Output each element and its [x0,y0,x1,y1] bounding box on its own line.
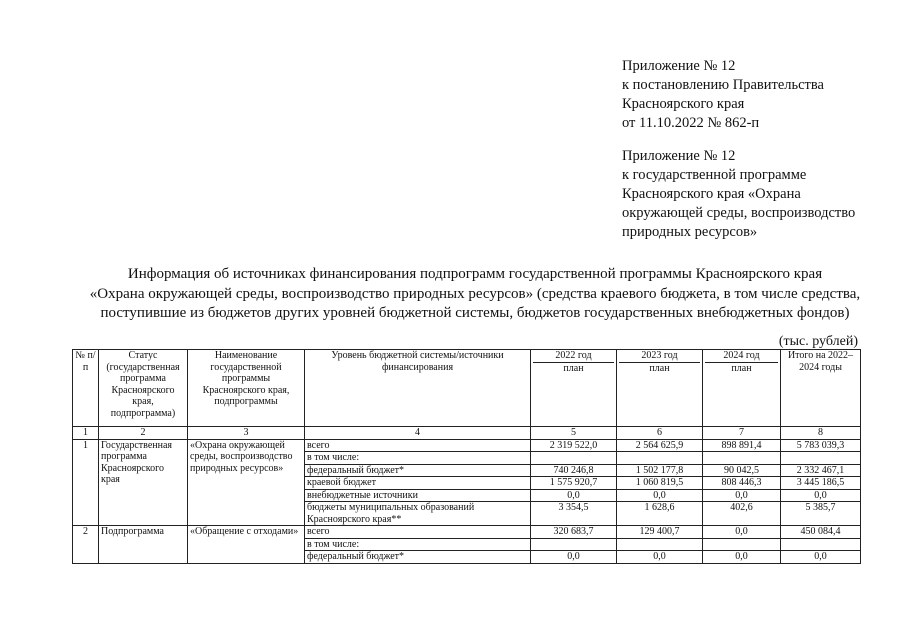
value-total [781,452,861,465]
title-line: «Охрана окружающей среды, воспроизводство природных ресурсов» (средства краевого бюджета, в том числе средства, [89,285,861,302]
column-number: 3 [188,427,305,440]
program-name-cell: «Обращение с отходами» [188,526,305,564]
source-label: всего [305,526,531,539]
value-2022: 740 246,8 [531,464,617,477]
value-2023 [617,452,703,465]
header-name: Наименование государственной программы Красноярского края, подпрограммы [188,350,305,427]
appendix-line: к постановлению Правительства [622,77,824,93]
table-row [73,439,861,452]
value-total: 5 385,7 [781,502,861,526]
appendix-line: природных ресурсов» [622,224,758,240]
value-2024: 898 891,4 [703,439,781,452]
year-label: 2024 год [705,350,778,363]
value-2023: 0,0 [617,489,703,502]
value-2022 [531,452,617,465]
appendix-line: Приложение № 12 [622,58,736,74]
source-label: всего [305,439,531,452]
plan-label: план [563,363,584,374]
plan-label: план [649,363,670,374]
source-label: федеральный бюджет* [305,551,531,564]
value-2023: 1 502 177,8 [617,464,703,477]
value-2024 [703,452,781,465]
appendix-note-resolution [622,57,824,133]
financing-table [72,349,861,564]
value-2022: 0,0 [531,489,617,502]
value-total [781,538,861,551]
row-number: 2 [73,526,99,564]
header-row [73,350,861,427]
header-2024 [703,350,781,427]
value-total: 0,0 [781,551,861,564]
column-number: 7 [703,427,781,440]
header-2022 [531,350,617,427]
value-2024: 808 446,3 [703,477,781,490]
status-cell: Государственная программа Красноярского края [99,439,188,526]
header-status: Статус (государственная программа Красноярского края, подпрограмма) [99,350,188,427]
value-total: 0,0 [781,489,861,502]
document-title [60,265,890,324]
column-number: 2 [99,427,188,440]
header-total: Итого на 2022–2024 годы [781,350,861,427]
plan-label: план [731,363,752,374]
value-total: 3 445 186,5 [781,477,861,490]
value-2022 [531,538,617,551]
header-level: Уровень бюджетной системы/источники финансирования [305,350,531,427]
header-num: № п/п [73,350,99,427]
title-line: поступившие из бюджетов других уровней бюджетной системы, бюджетов государственных внебюджетных фондов) [100,305,850,321]
value-2022: 2 319 522,0 [531,439,617,452]
column-number: 4 [305,427,531,440]
value-total: 5 783 039,3 [781,439,861,452]
year-label: 2023 год [619,350,700,363]
source-label: бюджеты муниципальных образований Красноярского края** [305,502,531,526]
source-label: внебюджетные источники [305,489,531,502]
value-2024: 90 042,5 [703,464,781,477]
appendix-note-program [622,147,855,242]
appendix-line: окружающей среды, воспроизводство [622,205,856,221]
column-number: 6 [617,427,703,440]
source-label: федеральный бюджет* [305,464,531,477]
appendix-line: Красноярского края [622,96,745,112]
status-cell: Подпрограмма [99,526,188,564]
appendix-line: Красноярского края «Охрана [622,186,801,202]
year-label: 2022 год [533,350,614,363]
value-2022: 320 683,7 [531,526,617,539]
appendix-line: Приложение № 12 [622,148,736,164]
value-total: 450 084,4 [781,526,861,539]
value-2022: 0,0 [531,551,617,564]
column-number: 5 [531,427,617,440]
value-2023: 2 564 625,9 [617,439,703,452]
value-2023: 0,0 [617,551,703,564]
value-2022: 3 354,5 [531,502,617,526]
value-2023: 129 400,7 [617,526,703,539]
header-2023 [617,350,703,427]
value-2024 [703,538,781,551]
program-name-cell: «Охрана окружающей среды, воспроизводство природных ресурсов» [188,439,305,526]
appendix-line: от 11.10.2022 № 862-п [622,115,760,131]
appendix-line: к государственной программе [622,167,807,183]
value-2023 [617,538,703,551]
row-number: 1 [73,439,99,526]
value-2024: 0,0 [703,489,781,502]
column-number: 1 [73,427,99,440]
value-2024: 0,0 [703,526,781,539]
value-2024: 402,6 [703,502,781,526]
column-number: 8 [781,427,861,440]
table-row [73,526,861,539]
value-2023: 1 060 819,5 [617,477,703,490]
column-number-row [73,427,861,440]
value-2022: 1 575 920,7 [531,477,617,490]
source-label: в том числе: [305,538,531,551]
source-label: краевой бюджет [305,477,531,490]
value-2024: 0,0 [703,551,781,564]
value-total: 2 332 467,1 [781,464,861,477]
source-label: в том числе: [305,452,531,465]
title-line: Информация об источниках финансирования подпрограмм государственной программы Красноярского края [127,266,823,282]
value-2023: 1 628,6 [617,502,703,526]
units-label: (тыс. рублей) [778,334,858,349]
